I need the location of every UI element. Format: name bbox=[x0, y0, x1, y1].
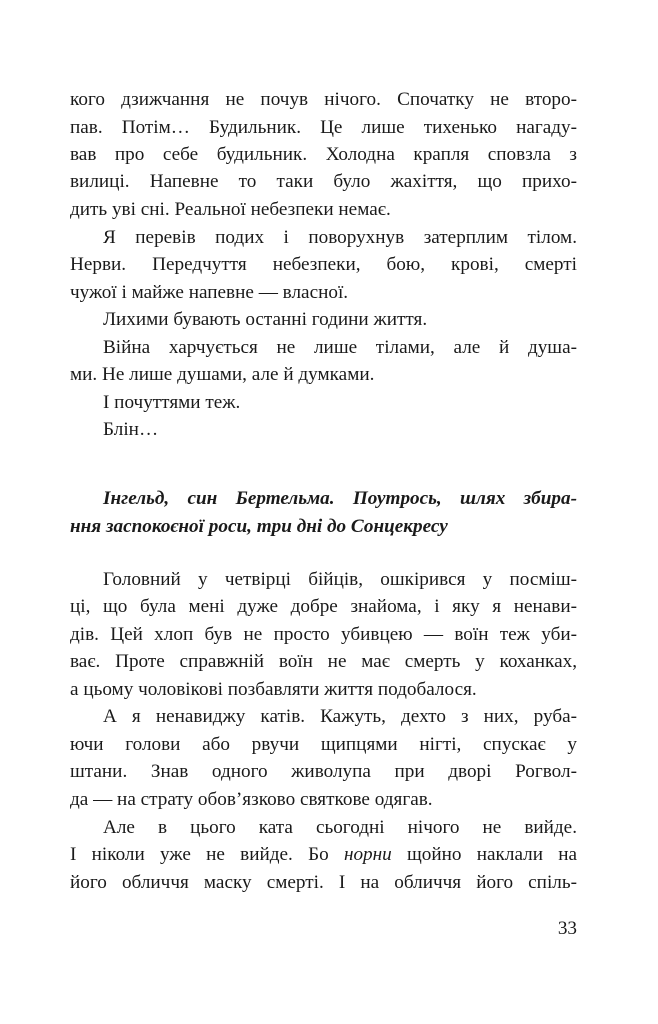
text-line: ває. Проте справжній воїн не має смерть у коханках, bbox=[70, 651, 577, 672]
page-number: 33 bbox=[557, 918, 577, 939]
text-fragment: І ніколи уже не вийде. Бо bbox=[70, 844, 329, 865]
text-line: ючи голови або рвучи щипцями нігті, спускає у bbox=[70, 734, 577, 755]
text-line: вав про себе будильник. Холодна крапля сповзла з bbox=[70, 144, 577, 165]
text-line: його обличчя маску смерті. І на обличчя його спіль- bbox=[70, 872, 577, 893]
text-line: а цьому чоловікові позбавляти життя подобалося. bbox=[70, 679, 477, 700]
paragraph-first-line: Головний у четвірці бійців, ошкірився у посміш- bbox=[103, 569, 577, 590]
text-line: штани. Знав одного живолупа при дворі Рогвол- bbox=[70, 761, 577, 782]
text-line: кого дзижчання не почув нічого. Спочатку не второ- bbox=[70, 89, 577, 110]
paragraph-first-line: Лихими бувають останні години життя. bbox=[103, 309, 428, 330]
paragraph-first-line: Війна харчується не лише тілами, але й душа- bbox=[103, 337, 577, 358]
paragraph-first-line: А я ненавиджу катів. Кажуть, дехто з них, руба- bbox=[103, 706, 577, 727]
section-heading: ння заспокоєної роси, три дні до Сонцекресу bbox=[70, 516, 448, 537]
text-line bbox=[70, 841, 577, 868]
text-line: чужої і майже напевне — власної. bbox=[70, 282, 349, 303]
paragraph-first-line: І почуттями теж. bbox=[103, 392, 241, 413]
paragraph-first-line: Я перевів подих і поворухнув затерплим тілом. bbox=[103, 227, 577, 248]
text-line: да — на страту обов’язково святкове одягав. bbox=[70, 789, 433, 810]
text-line: пав. Потім… Будильник. Це лише тихенько нагаду- bbox=[70, 117, 577, 138]
text-fragment: щойно наклали на bbox=[407, 844, 578, 865]
text-line: ми. Не лише душами, але й думками. bbox=[70, 364, 375, 385]
text-line: дів. Цей хлоп був не просто убивцею — воїн теж уби- bbox=[70, 624, 577, 645]
paragraph-first-line: Блін… bbox=[103, 419, 159, 440]
text-line: дить уві сні. Реальної небезпеки немає. bbox=[70, 199, 391, 220]
section-heading: Інгельд, син Бертельма. Поутрось, шлях збира- bbox=[103, 488, 577, 509]
paragraph-first-line: Але в цього ката сьогодні нічого не вийде. bbox=[103, 817, 577, 838]
text-line: Нерви. Передчуття небезпеки, бою, крові, смерті bbox=[70, 254, 577, 275]
text-line: ці, що була мені дуже добре знайома, і яку я ненави- bbox=[70, 596, 577, 617]
italic-term: норни bbox=[343, 844, 392, 865]
text-line: вилиці. Напевне то таки було жахіття, що прихо- bbox=[70, 171, 577, 192]
